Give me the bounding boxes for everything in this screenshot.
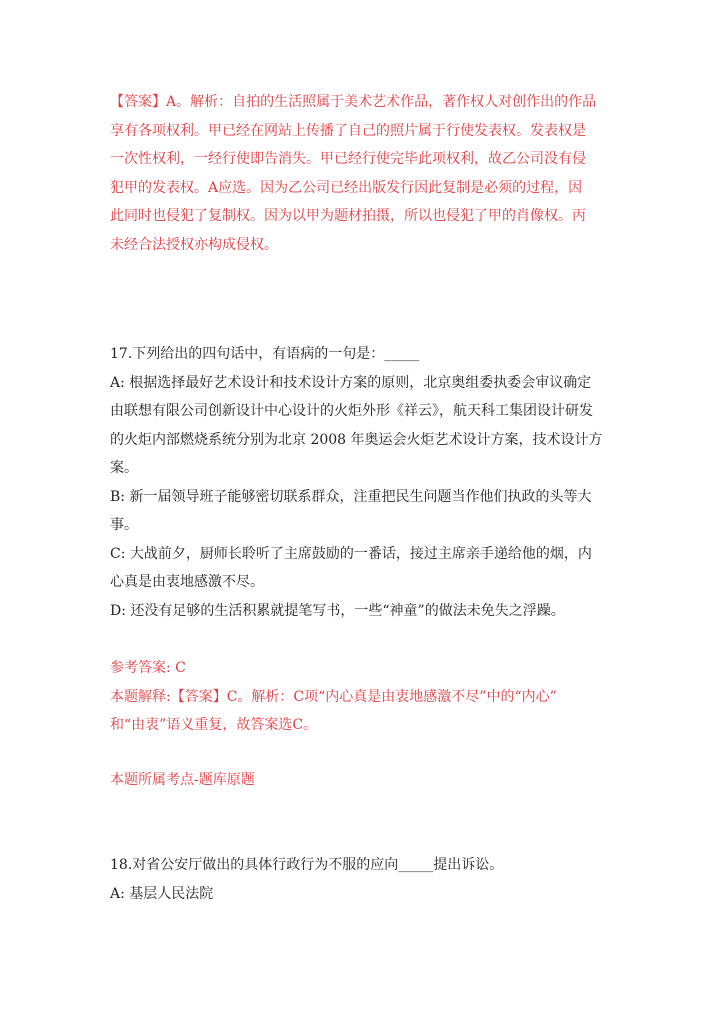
explanation-line: 【答案】A。解析：自拍的生活照属于美术艺术作品，著作权人对创作出的作品 — [110, 94, 597, 110]
option-line: A: 根据选择最好艺术设计和技术设计方案的原则，北京奥组委执委会审议确定 — [110, 374, 592, 391]
option-a — [110, 369, 615, 483]
question-stem: 17.下列给出的四句话中，有语病的一句是：_____ — [110, 346, 420, 362]
explanation-line: 此同时也侵犯了复制权。因为以甲为题材拍摄，所以也侵犯了甲的肖像权。丙 — [110, 208, 586, 224]
option-line: C: 大战前夕，厨师长聆听了主席鼓励的一番话，接过主席亲手递给他的烟，内 — [110, 545, 592, 562]
question-17 — [110, 340, 615, 625]
option-line: 的火炬内部燃烧系统分别为北京 2008 年奥运会火炬艺术设计方案，技术设计方 — [110, 431, 603, 448]
explanation-line: 本题解释:【答案】C。解析：C项“内心真是由衷地感激不尽”中的“内心” — [110, 688, 557, 705]
prev-answer-explanation — [110, 88, 615, 259]
question-stem: 18.对省公安厅做出的具体行政行为不服的应向_____提出诉讼。 — [110, 857, 504, 873]
reference-answer: 参考答案: C — [110, 660, 186, 676]
explanation-line: 享有各项权利。甲已经在网站上传播了自己的照片属于行使发表权。发表权是 — [110, 122, 586, 139]
question-18 — [110, 851, 615, 908]
option-line: 事。 — [110, 517, 138, 533]
option-line: 案。 — [110, 460, 138, 476]
option-d — [110, 597, 615, 626]
explanation-line: 一次性权利，一经行使即告消失。甲已经行使完毕此项权利，故乙公司没有侵 — [110, 151, 586, 167]
option-c — [110, 540, 615, 597]
explanation-line: 未经合法授权亦构成侵权。 — [110, 236, 278, 253]
explanation-line: 和“由衷”语义重复，故答案选C。 — [110, 717, 318, 733]
option-line: B: 新一届领导班子能够密切联系群众，注重把民生问题当作他们执政的头等大 — [110, 488, 592, 505]
question-17-answer — [110, 654, 615, 740]
option-line: 由联想有限公司创新设计中心设计的火炬外形《祥云》，航天科工集团设计研发 — [110, 403, 593, 419]
option-b — [110, 483, 615, 540]
option-line: D: 还没有足够的生活积累就提笔写书，一些“神童”的做法未免失之浮躁。 — [110, 602, 565, 619]
option-line: 心真是由衷地感激不尽。 — [110, 574, 264, 590]
explanation-line: 犯甲的发表权。A应选。因为乙公司已经出版发行因此复制是必须的过程，因 — [110, 179, 583, 196]
question-17-knowledge-point — [110, 766, 615, 795]
option-a: A: 基层人民法院 — [110, 885, 214, 902]
knowledge-point: 本题所属考点-题库原题 — [110, 772, 255, 788]
